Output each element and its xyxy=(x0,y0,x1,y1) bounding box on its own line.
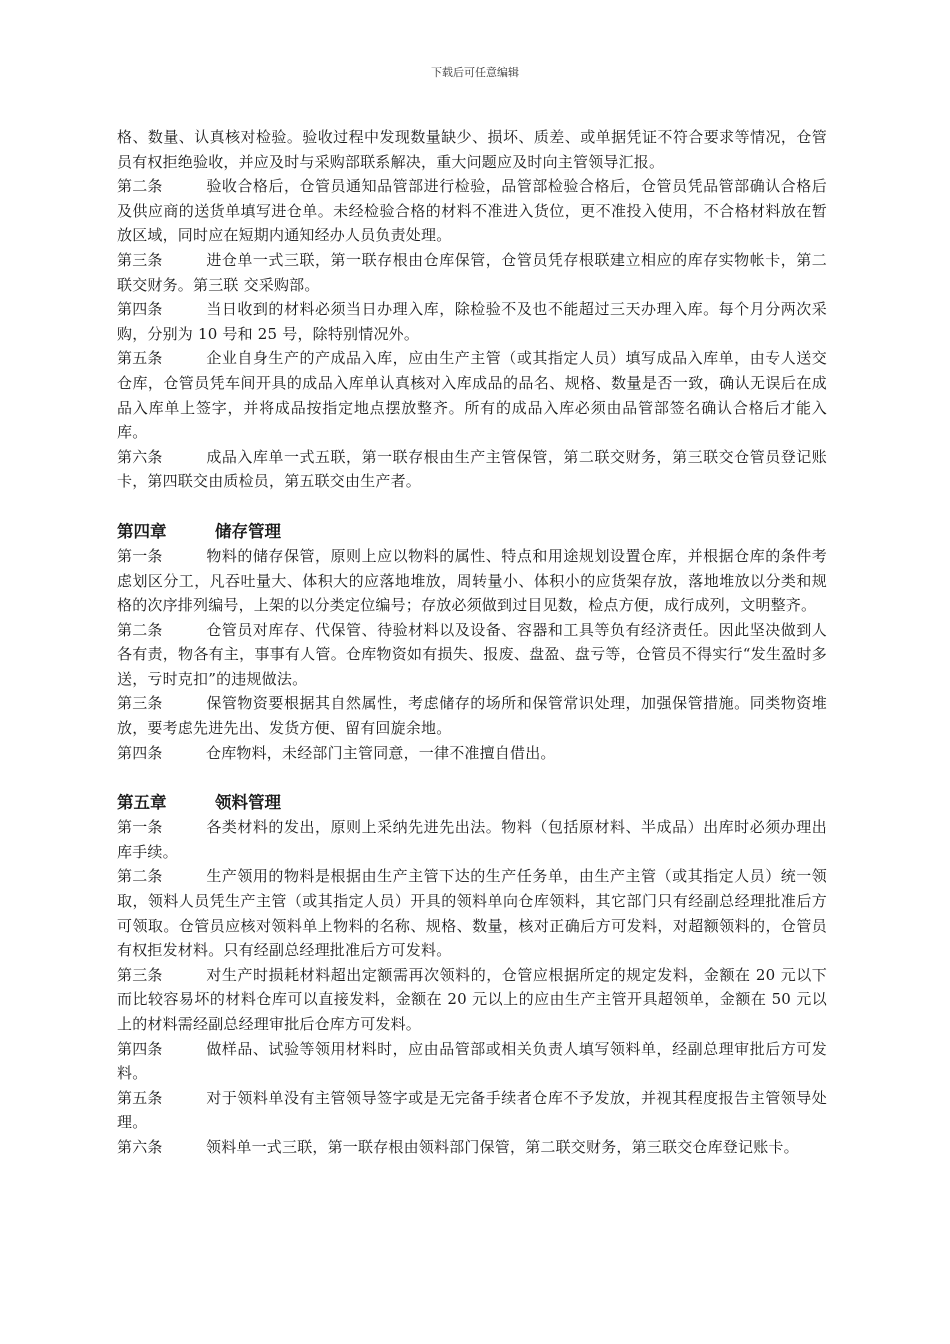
article-text: 当日收到的材料必须当日办理入库，除检验不及也不能超过三天办理入库。每个月分两次采购，分别为 10 号和 25 号，除特别情况外。 xyxy=(117,300,827,343)
chapter-number: 第五章 xyxy=(117,793,167,813)
article-number: 第五条 xyxy=(117,349,163,368)
article-number: 第四条 xyxy=(117,743,163,762)
article-text: 对于领料单没有主管领导签字或是无完备手续者仓库不予发放，并视其程度报告主管领导处理。 xyxy=(117,1088,827,1132)
article-number: 第三条 xyxy=(117,250,163,269)
article-text: 领料单一式三联，第一联存根由领料部门保管，第二联交财务，第三联交仓库登记账卡。 xyxy=(206,1137,799,1156)
article-paragraph xyxy=(117,691,827,740)
article-number: 第五条 xyxy=(117,1088,163,1107)
article-paragraph xyxy=(117,815,827,864)
article-text: 做样品、试验等领用材料时，应由品管部或相关负责人填写领料单，经副总理审批后方可发料。 xyxy=(117,1039,827,1083)
article-text: 保管物资要根据其自然属性，考虑储存的场所和保管常识处理，加强保管措施。同类物资堆放，要考虑先进先出、发货方便、留有回旋余地。 xyxy=(117,694,827,738)
chapter-title: 领料管理 xyxy=(215,793,281,813)
article-text: 各类材料的发出，原则上采纳先进先出法。物料（包括原材料、半成品）出库时必须办理出库手续。 xyxy=(117,818,827,861)
article-paragraph xyxy=(117,1135,827,1160)
chapter-title: 储存管理 xyxy=(215,521,281,541)
article-paragraph xyxy=(117,544,827,618)
article-paragraph xyxy=(117,346,827,444)
article-paragraph xyxy=(117,1086,827,1135)
article-text: 生产领用的物料是根据由生产主管下达的生产任务单，由生产主管（或其指定人员）统一领取，领料人员凭生产主管（或其指定人员）开具的领料单向仓库领料，其它部门只有经副总经理批准后方可领取。仓管员应核对领料单上物料的名称、规格、数量，核对正确后方可发料，对超额领料的，仓管员有权拒发材料。只有经副总经理批准后方可发料。 xyxy=(117,867,827,960)
article-number: 第二条 xyxy=(117,620,163,639)
article-paragraph xyxy=(117,618,827,692)
article-paragraph xyxy=(117,864,827,962)
article-paragraph xyxy=(117,174,827,248)
article-number: 第六条 xyxy=(117,1137,163,1156)
document-body xyxy=(117,125,827,1160)
article-paragraph xyxy=(117,1037,827,1086)
article-text: 仓管员对库存、代保管、待验材料以及设备、容器和工具等负有经济责任。因此坚决做到人各有责，物各有主，事事有人管。仓库物资如有损失、报废、盘盈、盘亏等，仓管员不得实行“发生盈时多送，亏时克扣”的违规做法。 xyxy=(117,620,827,688)
article-number: 第三条 xyxy=(117,694,163,713)
article-number: 第二条 xyxy=(117,867,163,886)
article-text: 格、数量、认真核对检验。验收过程中发现数量缺少、损坏、质差、或单据凭证不符合要求等情况，仓管员有权拒绝验收，并应及时与采购部联系解决，重大问题应及时向主管领导汇报。 xyxy=(117,128,827,171)
article-text: 物料的储存保管，原则上应以物料的属性、特点和用途规划设置仓库，并根据仓库的条件考虑划区分工，凡吞吐量大、体积大的应落地堆放，周转量小、体积小的应货架存放，落地堆放以分类和规格的次序排列编号，上架的以分类定位编号；存放必须做到过目见数，检点方便，成行成列，文明整齐。 xyxy=(117,546,827,615)
article-number: 第二条 xyxy=(117,177,163,196)
article-paragraph xyxy=(117,125,827,174)
article-number: 第四条 xyxy=(117,1039,163,1058)
chapter-heading xyxy=(117,791,827,815)
article-number: 第四条 xyxy=(117,300,163,319)
article-paragraph xyxy=(117,248,827,297)
article-text: 成品入库单一式五联，第一联存根由生产主管保管，第二联交财务，第三联交仓管员登记账卡，第四联交由质检员，第五联交由生产者。 xyxy=(117,447,827,491)
article-number: 第六条 xyxy=(117,447,163,466)
article-paragraph xyxy=(117,297,827,346)
article-paragraph xyxy=(117,445,827,494)
article-number: 第一条 xyxy=(117,818,163,837)
article-text: 验收合格后，仓管员通知品管部进行检验，品管部检验合格后，仓管员凭品管部确认合格后及供应商的送货单填写进仓单。未经检验合格的材料不准进入货位，更不准投入使用，不合格材料放在暂放区域，同时应在短期内通知经办人员负责处理。 xyxy=(117,177,827,245)
article-text: 企业自身生产的产成品入库，应由生产主管（或其指定人员）填写成品入库单，由专人送交仓库，仓管员凭车间开具的成品入库单认真核对入库成品的品名、规格、数量是否一致，确认无误后在成品入库单上签字，并将成品按指定地点摆放整齐。所有的成品入库必须由品管部签名确认合格后才能入库。 xyxy=(117,349,827,442)
article-text: 仓库物料，未经部门主管同意，一律不准擅自借出。 xyxy=(206,743,556,762)
article-paragraph xyxy=(117,741,827,766)
page-header: 下载后可任意编辑 xyxy=(431,66,519,79)
article-paragraph xyxy=(117,963,827,1037)
article-number: 第三条 xyxy=(117,965,163,984)
article-number: 第一条 xyxy=(117,546,163,565)
chapter-number: 第四章 xyxy=(117,521,167,541)
article-text: 进仓单一式三联，第一联存根由仓库保管，仓管员凭存根联建立相应的库存实物帐卡，第二联交财务。第三联 交采购部。 xyxy=(117,250,827,294)
article-text: 对生产时损耗材料超出定额需再次领料的，仓管应根据所定的规定发料，金额在 20 元以下而比较容易坏的材料仓库可以直接发料，金额在 20 元以上的应由生产主管开具超领单，金额在 50 元以上的材料需经副总经理审批后仓库方可发料。 xyxy=(117,965,827,1033)
chapter-heading xyxy=(117,520,827,544)
